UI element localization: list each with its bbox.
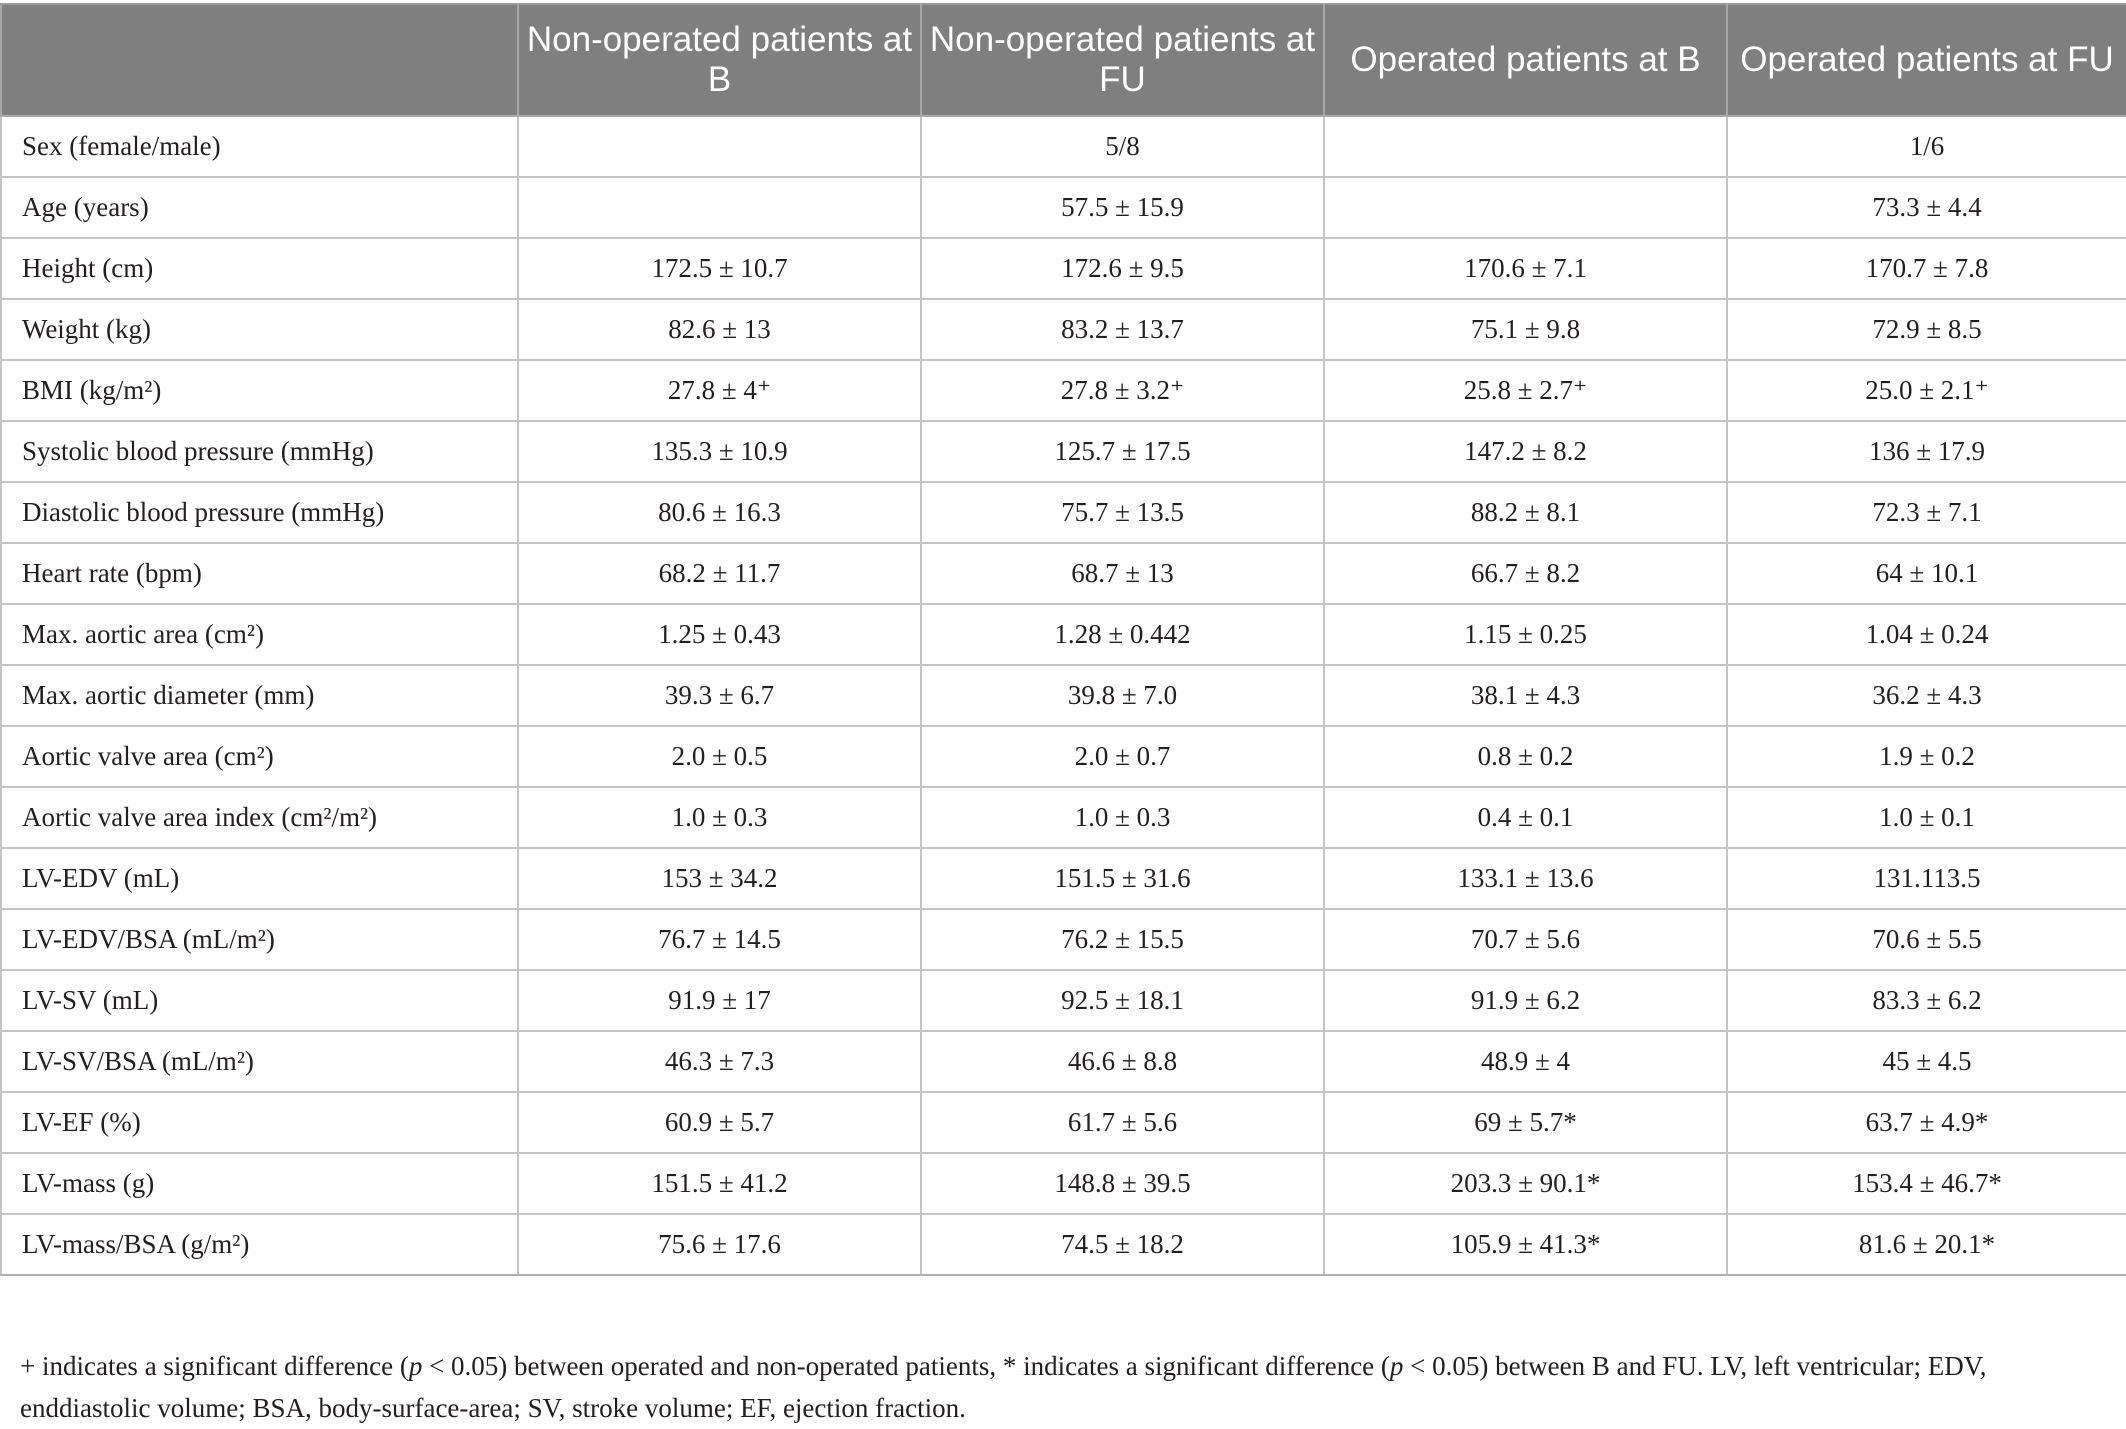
table-row (1, 665, 2126, 726)
table-cell: 148.8 ± 39.5 (921, 1153, 1324, 1214)
table-cell: 147.2 ± 8.2 (1324, 421, 1727, 482)
table-cell: 105.9 ± 41.3* (1324, 1214, 1727, 1275)
row-label: Max. aortic area (cm²) (1, 604, 518, 665)
table-cell: 72.3 ± 7.1 (1727, 482, 2126, 543)
table-row (1, 299, 2126, 360)
table-cell: 48.9 ± 4 (1324, 1031, 1727, 1092)
footnote-p-symbol-1: p (408, 1351, 423, 1381)
table-cell: 72.9 ± 8.5 (1727, 299, 2126, 360)
table-cell: 63.7 ± 4.9* (1727, 1092, 2126, 1153)
table-row (1, 787, 2126, 848)
footnote-text-3: < 0.05) between B and FU. LV, left ventricular; EDV, enddiastolic volume; BSA, body-surface-area; SV, stroke volume; EF, ejection fraction. (20, 1351, 1987, 1423)
table-cell: 172.6 ± 9.5 (921, 238, 1324, 299)
row-label: Aortic valve area index (cm²/m²) (1, 787, 518, 848)
table-cell: 1.9 ± 0.2 (1727, 726, 2126, 787)
table-cell: 66.7 ± 8.2 (1324, 543, 1727, 604)
table-cell: 1.0 ± 0.3 (518, 787, 921, 848)
footnote-p-symbol-2: p (1389, 1351, 1404, 1381)
row-label: BMI (kg/m²) (1, 360, 518, 421)
table-row (1, 1031, 2126, 1092)
column-header: Operated patients at FU (1727, 4, 2126, 116)
table-cell: 75.1 ± 9.8 (1324, 299, 1727, 360)
table-cell: 73.3 ± 4.4 (1727, 177, 2126, 238)
table-row (1, 1092, 2126, 1153)
table-cell: 76.7 ± 14.5 (518, 909, 921, 970)
table-cell: 0.8 ± 0.2 (1324, 726, 1727, 787)
table-cell: 83.2 ± 13.7 (921, 299, 1324, 360)
table-cell: 1.25 ± 0.43 (518, 604, 921, 665)
table-cell: 75.6 ± 17.6 (518, 1214, 921, 1275)
column-header: Operated patients at B (1324, 4, 1727, 116)
table-cell: 39.8 ± 7.0 (921, 665, 1324, 726)
table-cell: 38.1 ± 4.3 (1324, 665, 1727, 726)
data-table (0, 3, 2126, 1276)
table-row (1, 909, 2126, 970)
table-cell: 81.6 ± 20.1* (1727, 1214, 2126, 1275)
row-label: Aortic valve area (cm²) (1, 726, 518, 787)
table-cell: 45 ± 4.5 (1727, 1031, 2126, 1092)
table-row (1, 238, 2126, 299)
table-cell: 135.3 ± 10.9 (518, 421, 921, 482)
row-label: Age (years) (1, 177, 518, 238)
header-row (1, 4, 2126, 116)
table-cell: 153 ± 34.2 (518, 848, 921, 909)
column-header: Non-operated patients at B (518, 4, 921, 116)
table-cell: 1.15 ± 0.25 (1324, 604, 1727, 665)
row-label: LV-EF (%) (1, 1092, 518, 1153)
row-label: LV-SV/BSA (mL/m²) (1, 1031, 518, 1092)
table-row (1, 726, 2126, 787)
table-cell: 60.9 ± 5.7 (518, 1092, 921, 1153)
table-body (1, 116, 2126, 1275)
header-cell-empty (1, 4, 518, 116)
table-cell: 75.7 ± 13.5 (921, 482, 1324, 543)
row-label: LV-mass/BSA (g/m²) (1, 1214, 518, 1275)
column-header: Non-operated patients at FU (921, 4, 1324, 116)
table-cell: 1/6 (1727, 116, 2126, 177)
table-cell: 69 ± 5.7* (1324, 1092, 1727, 1153)
table-cell: 46.3 ± 7.3 (518, 1031, 921, 1092)
footnote-text-2: < 0.05) between operated and non-operated patients, * indicates a significant difference ( (422, 1351, 1390, 1381)
footnote-text-1: + indicates a significant difference ( (20, 1351, 409, 1381)
table-row (1, 1214, 2126, 1275)
table-cell: 74.5 ± 18.2 (921, 1214, 1324, 1275)
table-cell: 57.5 ± 15.9 (921, 177, 1324, 238)
table-cell (518, 116, 921, 177)
row-label: Heart rate (bpm) (1, 543, 518, 604)
table-row (1, 421, 2126, 482)
table-cell: 70.6 ± 5.5 (1727, 909, 2126, 970)
table-cell: 64 ± 10.1 (1727, 543, 2126, 604)
table-cell: 203.3 ± 90.1* (1324, 1153, 1727, 1214)
row-label: LV-EDV/BSA (mL/m²) (1, 909, 518, 970)
row-label: Sex (female/male) (1, 116, 518, 177)
table-container (0, 3, 2126, 1276)
table-cell (1324, 177, 1727, 238)
table-cell: 1.0 ± 0.3 (921, 787, 1324, 848)
table-cell: 170.7 ± 7.8 (1727, 238, 2126, 299)
table-cell: 2.0 ± 0.5 (518, 726, 921, 787)
row-label: LV-SV (mL) (1, 970, 518, 1031)
row-label: LV-EDV (mL) (1, 848, 518, 909)
table-cell: 133.1 ± 13.6 (1324, 848, 1727, 909)
table-cell: 82.6 ± 13 (518, 299, 921, 360)
table-cell: 25.0 ± 2.1⁺ (1727, 360, 2126, 421)
table-row (1, 360, 2126, 421)
table-cell: 68.7 ± 13 (921, 543, 1324, 604)
table-row (1, 848, 2126, 909)
table-footnote (20, 1345, 2110, 1429)
row-label: Diastolic blood pressure (mmHg) (1, 482, 518, 543)
table-cell: 88.2 ± 8.1 (1324, 482, 1727, 543)
table-row (1, 482, 2126, 543)
table-row (1, 177, 2126, 238)
table-cell: 92.5 ± 18.1 (921, 970, 1324, 1031)
table-cell: 5/8 (921, 116, 1324, 177)
table-cell: 1.04 ± 0.24 (1727, 604, 2126, 665)
table-cell: 46.6 ± 8.8 (921, 1031, 1324, 1092)
table-cell: 1.0 ± 0.1 (1727, 787, 2126, 848)
table-cell: 80.6 ± 16.3 (518, 482, 921, 543)
row-label: Max. aortic diameter (mm) (1, 665, 518, 726)
table-cell: 136 ± 17.9 (1727, 421, 2126, 482)
table-cell: 25.8 ± 2.7⁺ (1324, 360, 1727, 421)
row-label: LV-mass (g) (1, 1153, 518, 1214)
table-cell: 91.9 ± 6.2 (1324, 970, 1727, 1031)
row-label: Height (cm) (1, 238, 518, 299)
row-label: Systolic blood pressure (mmHg) (1, 421, 518, 482)
table-cell: 151.5 ± 31.6 (921, 848, 1324, 909)
table-cell: 27.8 ± 4⁺ (518, 360, 921, 421)
table-cell: 39.3 ± 6.7 (518, 665, 921, 726)
table-cell: 1.28 ± 0.442 (921, 604, 1324, 665)
table-cell: 125.7 ± 17.5 (921, 421, 1324, 482)
table-cell: 27.8 ± 3.2⁺ (921, 360, 1324, 421)
table-row (1, 604, 2126, 665)
table-cell: 76.2 ± 15.5 (921, 909, 1324, 970)
table-cell: 170.6 ± 7.1 (1324, 238, 1727, 299)
table-cell: 172.5 ± 10.7 (518, 238, 921, 299)
table-cell: 131.113.5 (1727, 848, 2126, 909)
table-row (1, 1153, 2126, 1214)
table-cell: 0.4 ± 0.1 (1324, 787, 1727, 848)
table-cell: 36.2 ± 4.3 (1727, 665, 2126, 726)
table-cell: 91.9 ± 17 (518, 970, 921, 1031)
table-cell: 2.0 ± 0.7 (921, 726, 1324, 787)
table-cell (1324, 116, 1727, 177)
row-label: Weight (kg) (1, 299, 518, 360)
table-cell: 83.3 ± 6.2 (1727, 970, 2126, 1031)
table-cell: 68.2 ± 11.7 (518, 543, 921, 604)
table-row (1, 543, 2126, 604)
table-cell: 70.7 ± 5.6 (1324, 909, 1727, 970)
table-row (1, 970, 2126, 1031)
table-row (1, 116, 2126, 177)
table-cell: 61.7 ± 5.6 (921, 1092, 1324, 1153)
table-cell: 151.5 ± 41.2 (518, 1153, 921, 1214)
table-cell: 153.4 ± 46.7* (1727, 1153, 2126, 1214)
table-cell (518, 177, 921, 238)
